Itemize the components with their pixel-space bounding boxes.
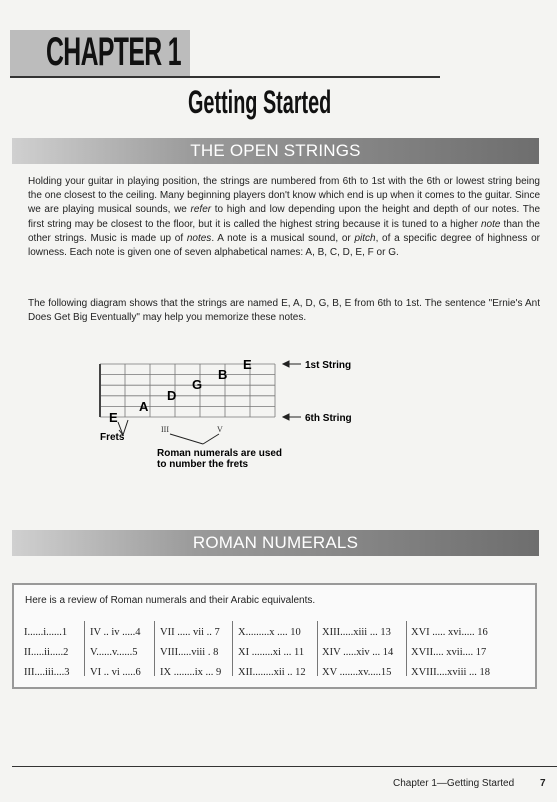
emphasis-text: refer: [190, 204, 212, 216]
section-title: THE OPEN STRINGS: [190, 141, 361, 160]
roman-entry: VI .. vi .....6: [90, 667, 141, 678]
roman-entry: II.....ii.....2: [24, 647, 69, 658]
roman-entry: XVII.... xvii.... 17: [411, 647, 487, 658]
label-frets: Frets: [100, 432, 125, 443]
chapter-label: CHAPTER 1: [46, 30, 181, 74]
column-divider: [154, 621, 155, 676]
footer-chapter-text: Chapter 1—Getting Started: [393, 778, 515, 789]
roman-entry: IV .. iv .....4: [90, 627, 141, 638]
column-divider: [406, 621, 407, 676]
roman-entry: XVI ..... xvi..... 16: [411, 627, 488, 638]
paragraph-text: to high and low depending upon the height and depth of our notes. The first string may be closest to the floor, but it is called the highest string because it is tuned to a higher: [28, 204, 541, 230]
roman-entry: III....iii....3: [24, 667, 70, 678]
page-number: 7: [540, 778, 546, 789]
section-title: ROMAN NUMERALS: [192, 533, 359, 552]
caption-roman-line1: Roman numerals are used: [157, 448, 283, 459]
roman-entry: XIV .....xiv ... 14: [322, 647, 394, 658]
roman-column: [238, 623, 306, 683]
section-header-open-strings: [12, 138, 539, 164]
label-1st-string: 1st String: [305, 360, 352, 371]
emphasis-text: notes: [186, 232, 212, 244]
roman-arrows-icon: [170, 434, 219, 444]
paragraph-open-strings: [28, 175, 540, 260]
roman-column: [411, 623, 490, 683]
note-label-a: A: [139, 399, 149, 414]
column-divider: [232, 621, 233, 676]
roman-entry: IX ........ix ... 9: [160, 667, 222, 678]
section-header-roman-numerals: [12, 530, 539, 556]
paragraph-text: , of a specific degree of highness or lowness. Each note is given one of seven alphabetical names: A, B, C, D, E, F or G.: [28, 232, 540, 259]
column-divider: [317, 621, 318, 676]
roman-entry: XV .......xv.....15: [322, 667, 392, 678]
caption-roman-line2: to number the frets: [157, 459, 249, 470]
chapter-header: [10, 30, 440, 78]
roman-column: [24, 623, 70, 683]
roman-entry: V......v......5: [90, 647, 138, 658]
emphasis-text: note: [481, 218, 501, 230]
label-fret-iii: III: [161, 425, 169, 434]
chapter-rule: [10, 76, 440, 78]
roman-column: [160, 623, 221, 683]
roman-entry: I......i......1: [24, 627, 68, 638]
roman-entry: XVIII....xviii ... 18: [411, 667, 491, 678]
roman-entry: XI ........xi ... 11: [238, 647, 305, 658]
paragraph-text: . A note is a musical sound, or: [211, 232, 355, 244]
paragraph-text: Holding your guitar in playing position, the strings are numbered from 6th to 1st with the 6th or lowest string being the one closest to the ceiling. Many beginning players don't know which end is up when it comes to the guitar. Since we are playing musical sounds, we: [28, 176, 540, 216]
footer-rule: [12, 766, 557, 767]
label-fret-v: V: [217, 425, 223, 434]
note-label-g: G: [192, 377, 203, 392]
roman-entry: VIII.....viii . 8: [160, 647, 219, 658]
fretboard-diagram: [95, 352, 375, 472]
label-6th-string: 6th String: [305, 413, 352, 424]
arrow-1st-string-icon: [283, 361, 301, 367]
paragraph-text: than the other strings. Music is made up of: [28, 218, 540, 244]
note-label-b: B: [218, 367, 228, 382]
emphasis-text: pitch: [354, 232, 376, 244]
arrow-6th-string-icon: [283, 414, 301, 420]
roman-entry: X.........x .... 10: [238, 627, 301, 638]
column-divider: [84, 621, 85, 676]
roman-entry: XII........xii .. 12: [238, 667, 306, 678]
roman-column: [322, 623, 393, 683]
roman-numerals-table: [12, 583, 537, 689]
roman-entry: XIII.....xiii ... 13: [322, 627, 391, 638]
page-title: Getting Started: [188, 84, 332, 120]
roman-entry: VII ..... vii .. 7: [160, 627, 220, 638]
roman-column: [90, 623, 141, 683]
paragraph-diagram-intro: The following diagram shows that the strings are named E, A, D, G, B, E from 6th to 1st. The sentence "Ernie's Ant Does Get Big Eventually" may help you memorize these notes.: [28, 298, 540, 324]
note-label-e-low: E: [109, 410, 118, 425]
roman-intro: Here is a review of Roman numerals and their Arabic equivalents.: [25, 595, 316, 606]
note-label-e-high: E: [243, 357, 252, 372]
note-label-d: D: [167, 388, 177, 403]
